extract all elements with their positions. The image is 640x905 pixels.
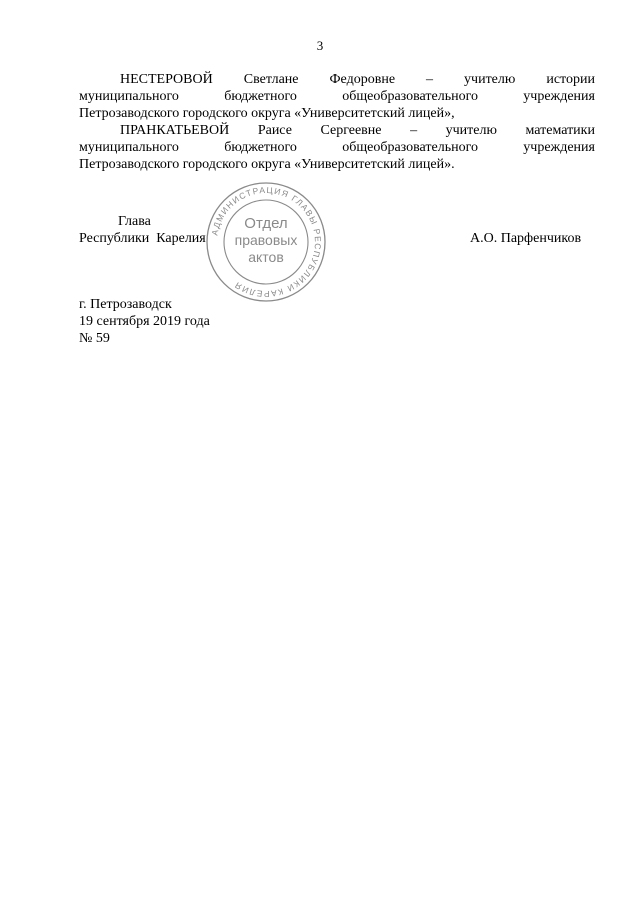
word: Раисе [257, 123, 292, 138]
word: НЕСТЕРОВОЙ [120, 72, 213, 87]
paragraph-2-line-1 [120, 123, 595, 140]
paragraph-2-line-3: Петрозаводского городского округа «Университетский лицей». [79, 157, 455, 172]
word: бюджетного [224, 89, 297, 104]
word: учреждения [523, 140, 595, 155]
page-number: 3 [316, 38, 324, 53]
document-number: № 59 [79, 331, 110, 346]
stamp-seal [204, 180, 328, 304]
stamp-text-line-1: Отдел [244, 215, 288, 232]
word: учреждения [523, 89, 595, 104]
signatory-name: А.О. Парфенчиков [470, 231, 582, 246]
city: г. Петрозаводск [79, 297, 172, 312]
word: муниципального [79, 140, 179, 155]
date: 19 сентября 2019 года [79, 314, 210, 329]
paragraph-1-line-2 [79, 89, 595, 106]
word: учителю [464, 72, 516, 87]
paragraph-1-line-1 [120, 72, 595, 89]
word: математики [525, 123, 595, 138]
word: Федоровне [329, 72, 396, 87]
word: ПРАНКАТЬЕВОЙ [120, 123, 230, 138]
paragraph-2-line-2 [79, 140, 595, 157]
stamp-ring-text: АДМИНИСТРАЦИЯ ГЛАВЫ РЕСПУБЛИКИ КАРЕЛИЯ [209, 184, 324, 300]
word: Сергеевне [320, 123, 382, 138]
stamp-text-line-2: правовых [234, 232, 298, 248]
word: бюджетного [224, 140, 297, 155]
paragraph-1-line-3: Петрозаводского городского округа «Университетский лицей», [79, 106, 455, 121]
word: Светлане [243, 72, 299, 87]
word: учителю [445, 123, 497, 138]
word: – [410, 123, 418, 138]
stamp-text-line-3: актов [248, 249, 284, 265]
word: муниципального [79, 89, 179, 104]
signature-title-line-1: Глава [118, 214, 151, 229]
word: истории [546, 72, 595, 87]
word: общеобразовательного [342, 89, 478, 104]
signature-title-line-2: Республики Карелия [79, 231, 206, 246]
word: – [426, 72, 434, 87]
word: общеобразовательного [342, 140, 478, 155]
